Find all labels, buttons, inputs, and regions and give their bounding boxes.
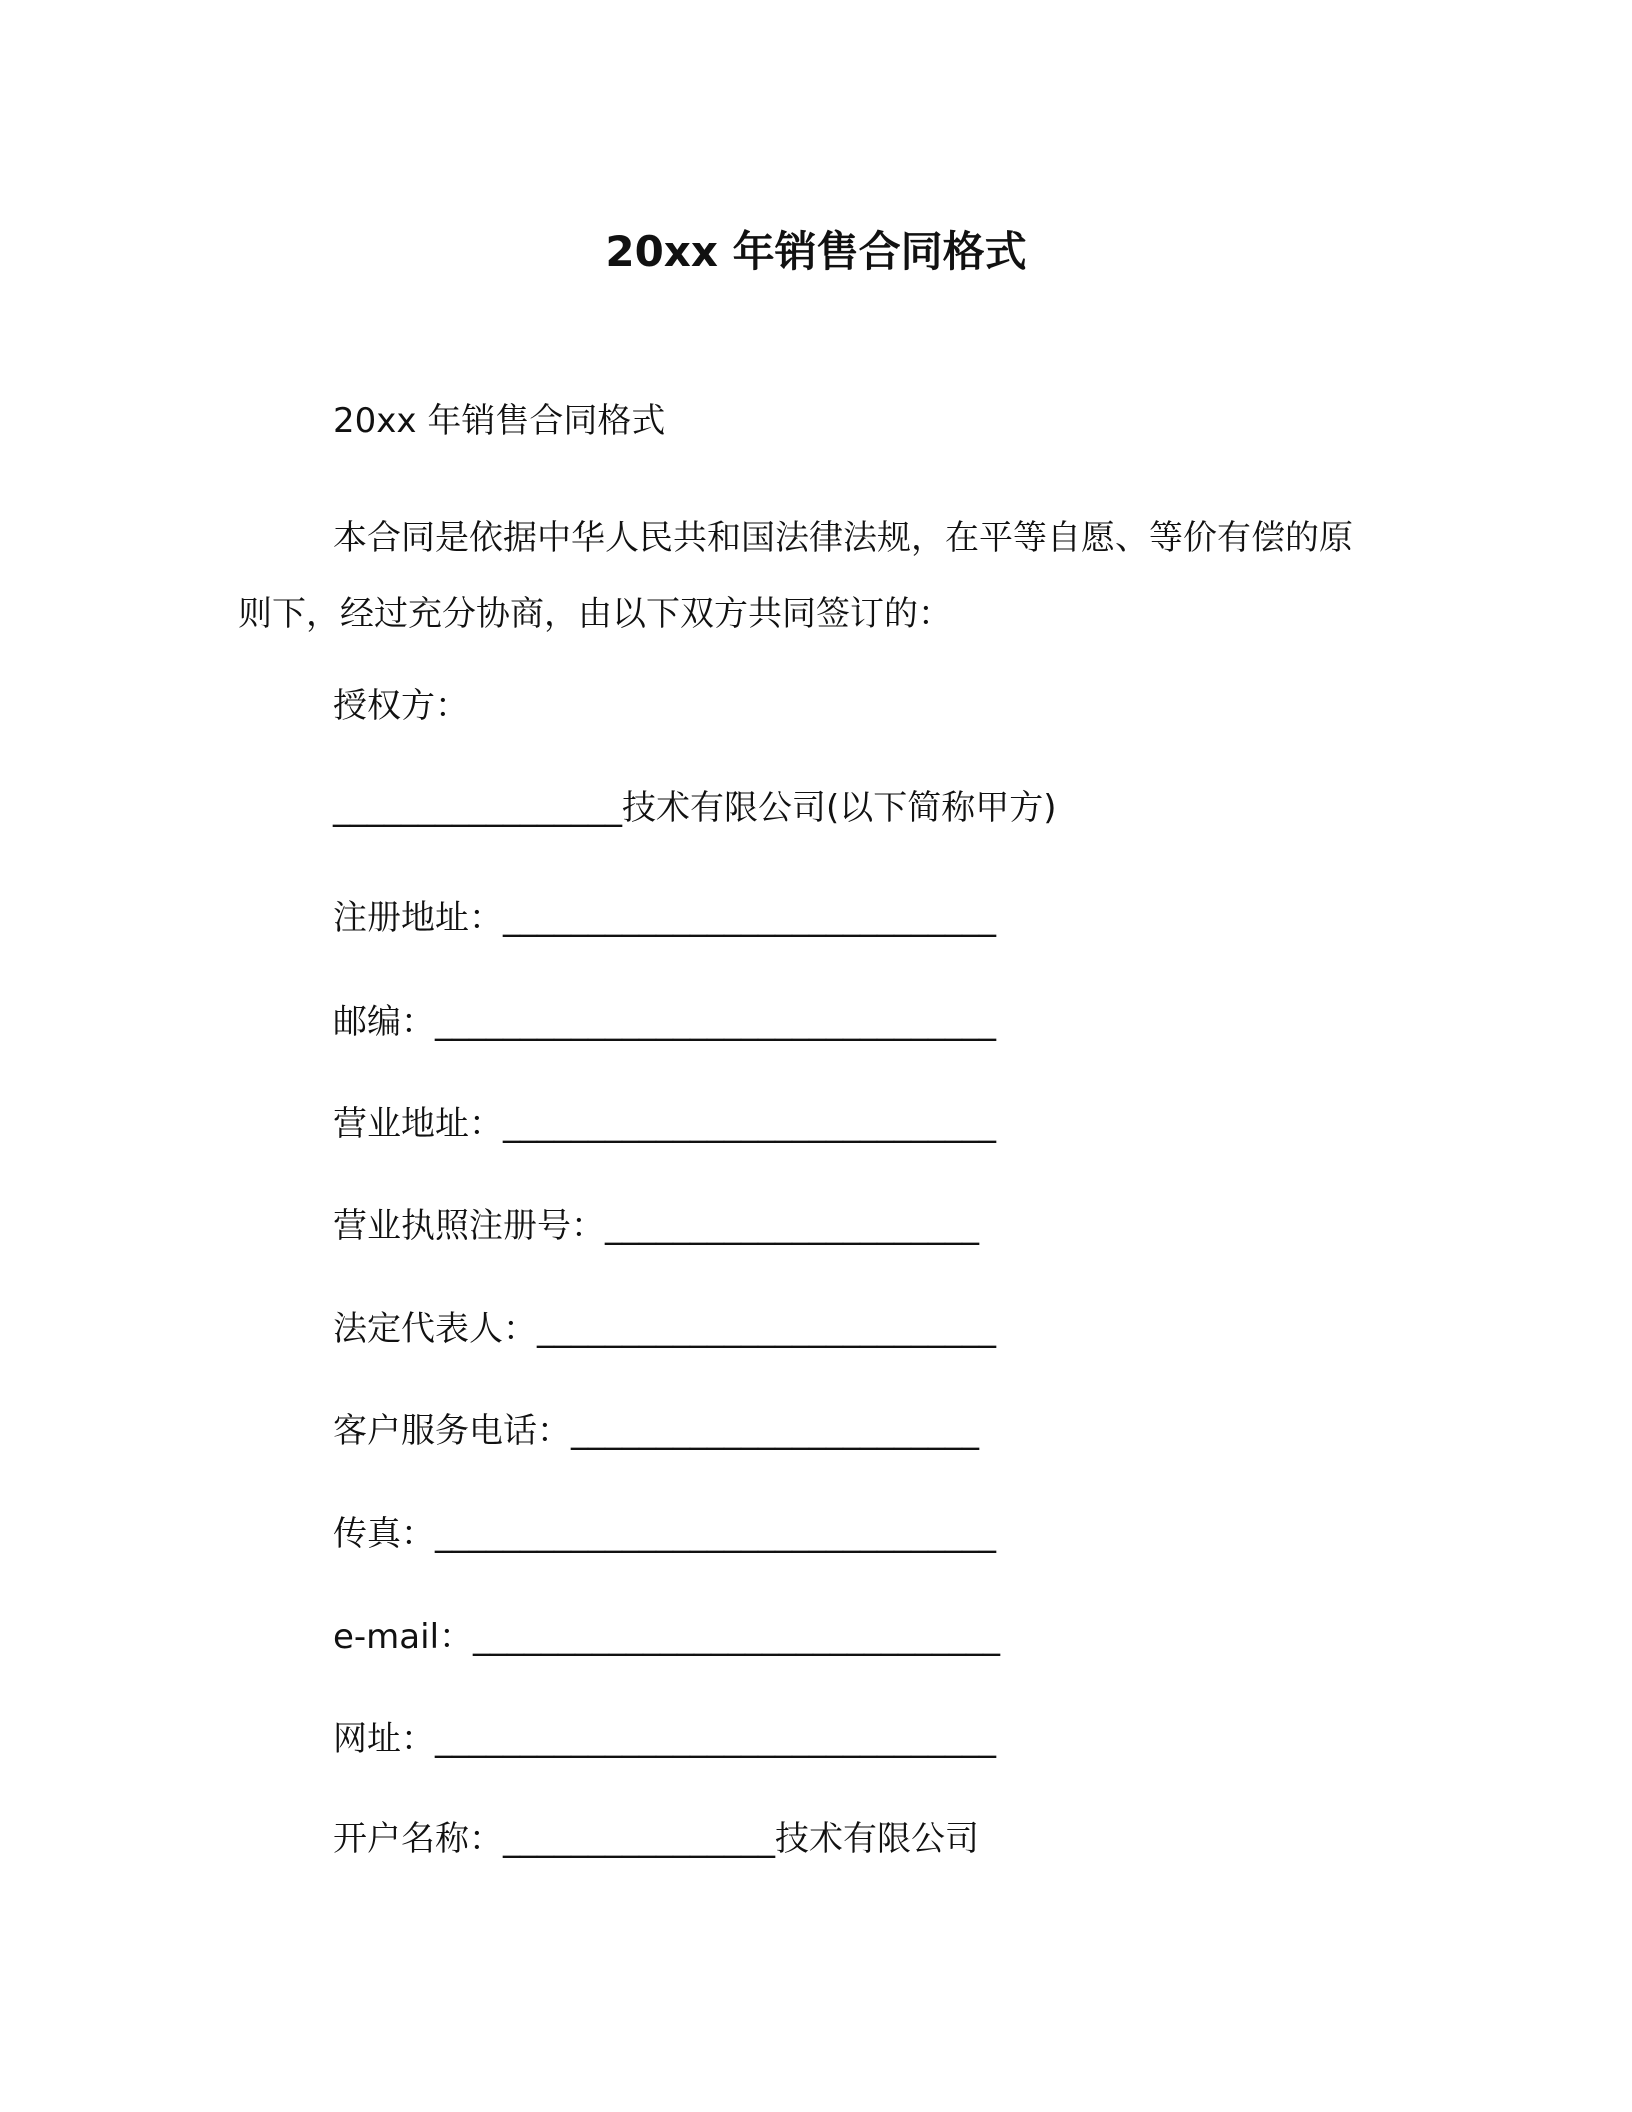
field-label: 注册地址： [333, 898, 503, 938]
field-blank: ________________技术有限公司 [503, 1819, 979, 1859]
field-customer-service-phone [333, 1407, 979, 1455]
field-registered-address [333, 894, 996, 942]
field-label: e-mail： [333, 1617, 474, 1657]
field-label: 营业地址： [333, 1104, 503, 1144]
field-label: 邮编： [333, 1002, 435, 1042]
field-label: 法定代表人： [333, 1309, 537, 1349]
intro-paragraph: 本合同是依据中华人民共和国法律法规，在平等自愿、等价有偿的原则下，经过充分协商，由以下双方共同签订的： [238, 518, 1353, 634]
field-website [333, 1715, 996, 1763]
document-title: 20xx 年销售合同格式 [605, 227, 1027, 276]
field-blank: ___________________________ [537, 1309, 996, 1349]
document-subtitle: 20xx 年销售合同格式 [333, 401, 666, 441]
field-blank: _________________________________ [435, 1719, 996, 1759]
field-label: 营业执照注册号： [333, 1206, 605, 1246]
field-blank: _______________________________ [473, 1617, 1001, 1657]
licensor-heading: 授权方： [333, 686, 469, 726]
field-business-license-number [333, 1202, 979, 1250]
field-blank: _________________________________ [435, 1514, 996, 1554]
field-label: 开户名称： [333, 1819, 503, 1859]
field-postcode [333, 998, 996, 1046]
field-label: 客户服务电话： [333, 1411, 571, 1451]
field-blank: _____________________________ [503, 1104, 996, 1144]
field-fax [333, 1510, 996, 1558]
field-blank: _____________________________ [503, 898, 996, 938]
field-account-name [333, 1815, 979, 1863]
field-blank: _________________________________ [435, 1002, 996, 1042]
field-business-address [333, 1100, 996, 1148]
field-email [333, 1613, 1000, 1661]
field-label: 网址： [333, 1719, 435, 1759]
field-label: 传真： [333, 1514, 435, 1554]
company-line: _________________技术有限公司(以下简称甲方) [333, 788, 1057, 828]
field-legal-representative [333, 1305, 996, 1353]
field-blank: ______________________ [605, 1206, 979, 1246]
field-blank: ________________________ [571, 1411, 979, 1451]
